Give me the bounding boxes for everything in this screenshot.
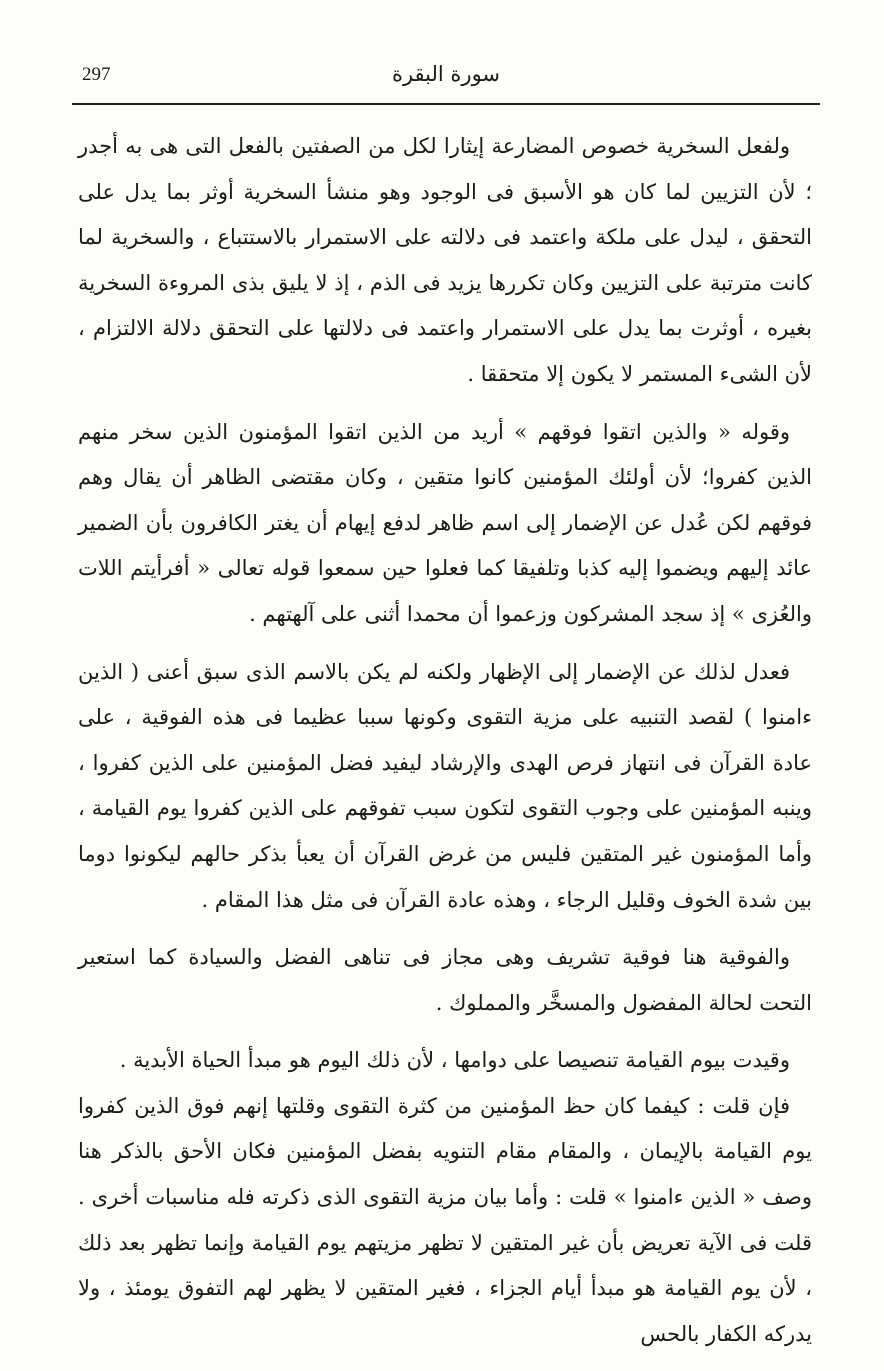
header-rule <box>72 103 820 105</box>
paragraph-gap <box>78 398 812 410</box>
paragraph-gap <box>78 1026 812 1038</box>
paragraph-1: ولفعل السخرية خصوص المضارعة إيثارا لكل من الصفتين بالفعل التى هى به أجدر ؛ لأن التزيين لما كان هو الأسبق فى الوجود وهو منشأ السخرية أوثر بما يدل على التحقق ، ليدل على ملكة واعتمد فى دلالته على الاستمرار بالاستتباع ، والسخرية لما كانت مترتبة على التزيين وكان تكررها يزيد فى الذم ، إذ لا يليق بذى المروءة السخرية بغيره ، أوثرت بما يدل على الاستمرار واعتمد فى دلالتها على التحقق دلالة الالتزام ، لأن الشىء المستمر لا يكون إلا متحققا . <box>78 134 812 386</box>
paragraph-3: فعدل لذلك عن الإضمار إلى الإظهار ولكنه لم يكن بالاسم الذى سبق أعنى ( الذين ءامنوا ) لقصد التنبيه على مزية التقوى وكونها سببا عظيما فى هذه الفوقية ، على عادة القرآن فى انتهاز فرص الهدى والإرشاد ليفيد فضل المؤمنين على الذين كفروا ، وينبه المؤمنين على وجوب التقوى لتكون سبب تفوقهم على الذين كفروا يوم القيامة ، وأما المؤمنون غير المتقين فليس من غرض القرآن أن يعبأ بذكر حالهم ليكونوا دوما بين شدة الخوف وقليل الرجاء ، وهذه عادة القرآن فى مثل هذا المقام . <box>78 659 812 912</box>
page-header <box>72 58 820 102</box>
page-number: 297 <box>82 64 111 85</box>
paragraph-gap <box>78 923 812 935</box>
paragraph-6: فإن قلت : كيفما كان حظ المؤمنين من كثرة التقوى وقلتها إنهم فوق الذين كفروا يوم القيامة بالإيمان ، والمقام مقام التنويه بفضل المؤمنين فكان الأحق بالذكر هنا وصف « الذين ءامنوا » قلت : وأما بيان مزية التقوى الذى ذكرته فله مناسبات أخرى . قلت فى الآية تعريض بأن غير المتقين لا تظهر مزيتهم يوم القيامة وإنما تظهر بعد ذلك ، لأن يوم القيامة هو مبدأ أيام الجزاء ، فغير المتقين لا يظهر لهم التفوق يومئذ ، ولا يدركه الكفار بالحس <box>78 1093 812 1346</box>
paragraph-5: وقيدت بيوم القيامة تنصيصا على دوامها ، لأن ذلك اليوم هو مبدأ الحياة الأبدية . <box>119 1048 790 1073</box>
running-title: سورة البقرة <box>391 62 501 86</box>
paragraph-2: وقوله « والذين اتقوا فوقهم » أريد من الذين اتقوا المؤمنون الذين سخر منهم الذين كفروا؛ لأن أولئك المؤمنين كانوا متقين ، وكان مقتضى الظاهر أن يقال وهم فوقهم لكن عُدل عن الإضمار إلى اسم ظاهر لدفع إيهام أن يغتر الكافرون بأن الضمير عائد إليهم ويضموا إليه كذبا وتلفيقا كما فعلوا حين سمعوا قوله تعالى « أفرأيتم اللات والعُزى » إذ سجد المشركون وزعموا أن محمدا أثنى على آلهتهم . <box>78 419 812 626</box>
paragraph-gap <box>78 638 812 650</box>
body-text <box>78 124 812 1357</box>
paragraph-4: والفوقية هنا فوقية تشريف وهى مجاز فى تناهى الفضل والسيادة كما استعير التحت لحالة المفضول والمسخَّر والمملوك . <box>78 945 812 1015</box>
